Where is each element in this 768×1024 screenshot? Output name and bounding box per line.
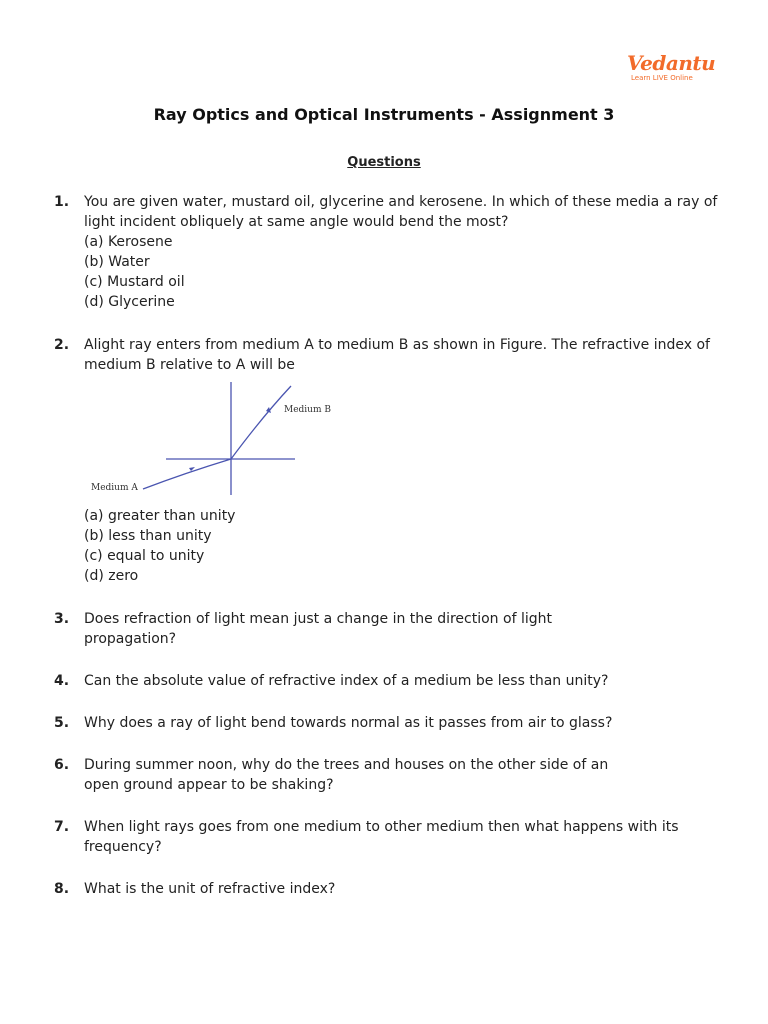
option-item: (b) Water xyxy=(84,254,150,270)
option-item: (a) Kerosene xyxy=(84,234,173,250)
question-text: When light rays goes from one medium to other medium then what happens with its frequency? xyxy=(84,819,679,855)
option-item: (d) zero xyxy=(84,568,139,584)
question-text: What is the unit of refractive index? xyxy=(84,881,336,897)
question-number: 4. xyxy=(54,673,70,689)
page-title: Ray Optics and Optical Instruments - Assignment 3 xyxy=(153,105,615,124)
question-3 xyxy=(54,609,574,649)
refraction-diagram xyxy=(85,382,335,502)
question-number: 2. xyxy=(54,337,70,353)
question-number: 8. xyxy=(54,881,70,897)
options-list xyxy=(84,232,744,312)
question-text: Alight ray enters from medium A to medium B as shown in Figure. The refractive index of medium B relative to A will be xyxy=(84,337,710,373)
question-number: 7. xyxy=(54,819,70,835)
options-list xyxy=(84,506,235,586)
question-text: Can the absolute value of refractive index of a medium be less than unity? xyxy=(84,673,609,689)
section-heading: Questions xyxy=(347,155,421,170)
refracted-ray xyxy=(231,386,291,459)
option-item: (b) less than unity xyxy=(84,528,212,544)
question-7 xyxy=(54,817,714,857)
question-4 xyxy=(54,671,714,691)
option-item: (d) Glycerine xyxy=(84,294,175,310)
question-number: 3. xyxy=(54,611,70,627)
vedantu-logo xyxy=(627,51,716,83)
question-5 xyxy=(54,713,714,733)
medium-b-label: Medium B xyxy=(284,405,331,415)
logo-tagline: Learn LIVE Online xyxy=(631,74,693,82)
option-item: (c) equal to unity xyxy=(84,548,205,564)
question-2-options xyxy=(54,506,235,586)
logo-wordmark: Vedantu xyxy=(627,51,716,75)
question-text: Why does a ray of light bend towards normal as it passes from air to glass? xyxy=(84,715,613,731)
question-number: 6. xyxy=(54,757,70,773)
question-number: 5. xyxy=(54,715,70,731)
question-number: 1. xyxy=(54,194,70,210)
incident-ray xyxy=(143,459,231,489)
option-item: (c) Mustard oil xyxy=(84,274,185,290)
question-text: You are given water, mustard oil, glycerine and kerosene. In which of these media a ray of light incident obliquely at same angle would bend the most? xyxy=(84,194,718,230)
question-1 xyxy=(54,192,744,312)
option-item: (a) greater than unity xyxy=(84,508,236,524)
question-text: During summer noon, why do the trees and houses on the other side of an open ground appear to be shaking? xyxy=(84,757,609,793)
medium-a-label: Medium A xyxy=(91,483,138,493)
question-6 xyxy=(54,755,629,795)
question-text: Does refraction of light mean just a change in the direction of light propagation? xyxy=(84,611,552,647)
question-8 xyxy=(54,879,714,899)
question-2 xyxy=(54,335,724,375)
